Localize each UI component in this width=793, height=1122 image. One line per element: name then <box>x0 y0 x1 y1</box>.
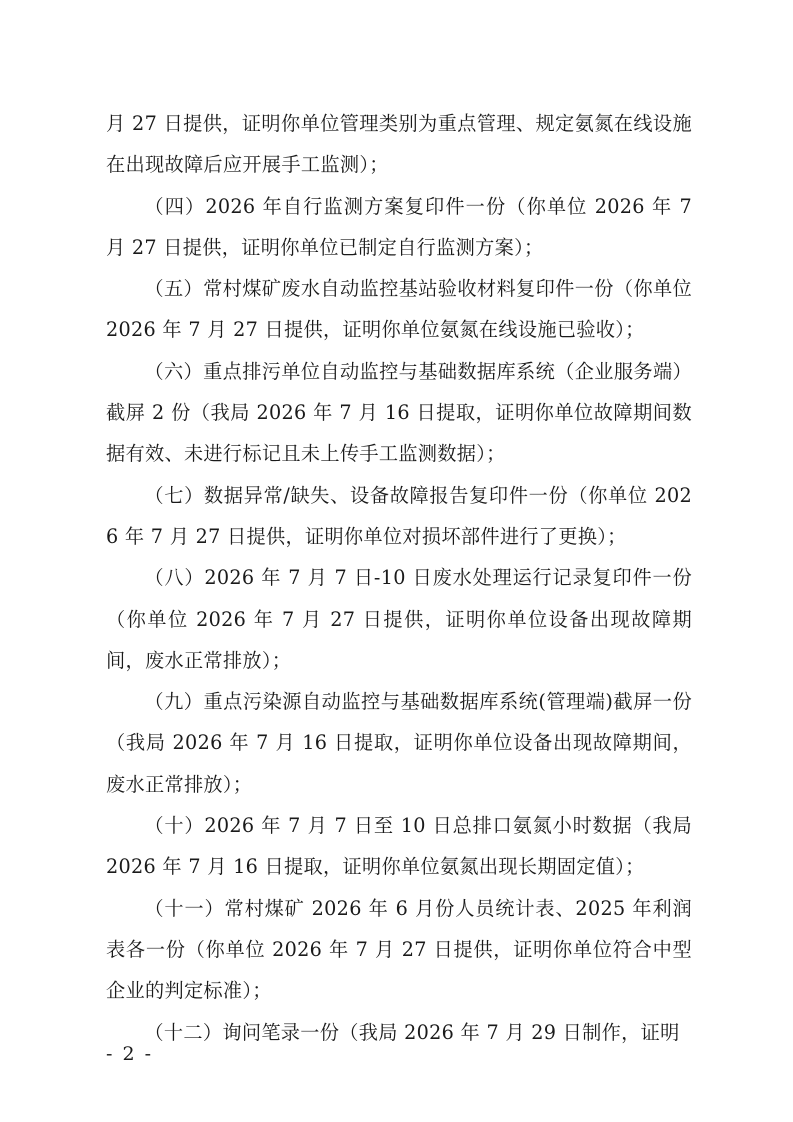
page-number: - 2 - <box>106 1043 154 1065</box>
paragraph-item-7: （七）数据异常/缺失、设备故障报告复印件一份（你单位 2026 年 7 月 27 日提供，证明你单位对损坏部件进行了更换）； <box>106 483 692 548</box>
paragraph-item-12: （十二）询问笔录一份（我局 2026 年 7 月 29 日制作，证明 <box>144 1020 680 1044</box>
paragraph-continuation: 月 27 日提供，证明你单位管理类别为重点管理、规定氨氮在线设施在出现故障后应开展手工监测）； <box>106 112 692 177</box>
paragraph-item-4: （四）2026 年自行监测方案复印件一份（你单位 2026 年 7 月 27 日提供，证明你单位已制定自行监测方案）； <box>106 194 692 259</box>
paragraph-item-5: （五）常村煤矿废水自动监控基站验收材料复印件一份（你单位 2026 年 7 月 27 日提供，证明你单位氨氮在线设施已验收）； <box>106 277 692 342</box>
paragraph-item-6: （六）重点排污单位自动监控与基础数据库系统（企业服务端）截屏 2 份（我局 2026 年 7 月 16 日提取，证明你单位故障期间数据有效、未进行标记且未上传手工监测数据）； <box>106 359 692 466</box>
paragraph-item-8: （八）2026 年 7 月 7 日-10 日废水处理运行记录复印件一份（你单位 2026 年 7 月 27 日提供，证明你单位设备出现故障期间，废水正常排放）； <box>106 566 692 672</box>
document-body <box>106 103 692 1053</box>
paragraph-item-11: （十一）常村煤矿 2026 年 6 月份人员统计表、2025 年利润表各一份（你单位 2026 年 7 月 27 日提供，证明你单位符合中型企业的判定标准）； <box>106 896 692 1003</box>
paragraph-item-9: （九）重点污染源自动监控与基础数据库系统(管理端)截屏一份（我局 2026 年 7 月 16 日提取，证明你单位设备出现故障期间，废水正常排放）； <box>106 690 692 796</box>
paragraph-item-10: （十）2026 年 7 月 7 日至 10 日总排口氨氮小时数据（我局 2026 年 7 月 16 日提取，证明你单位氨氮出现长期固定值）； <box>106 814 692 879</box>
